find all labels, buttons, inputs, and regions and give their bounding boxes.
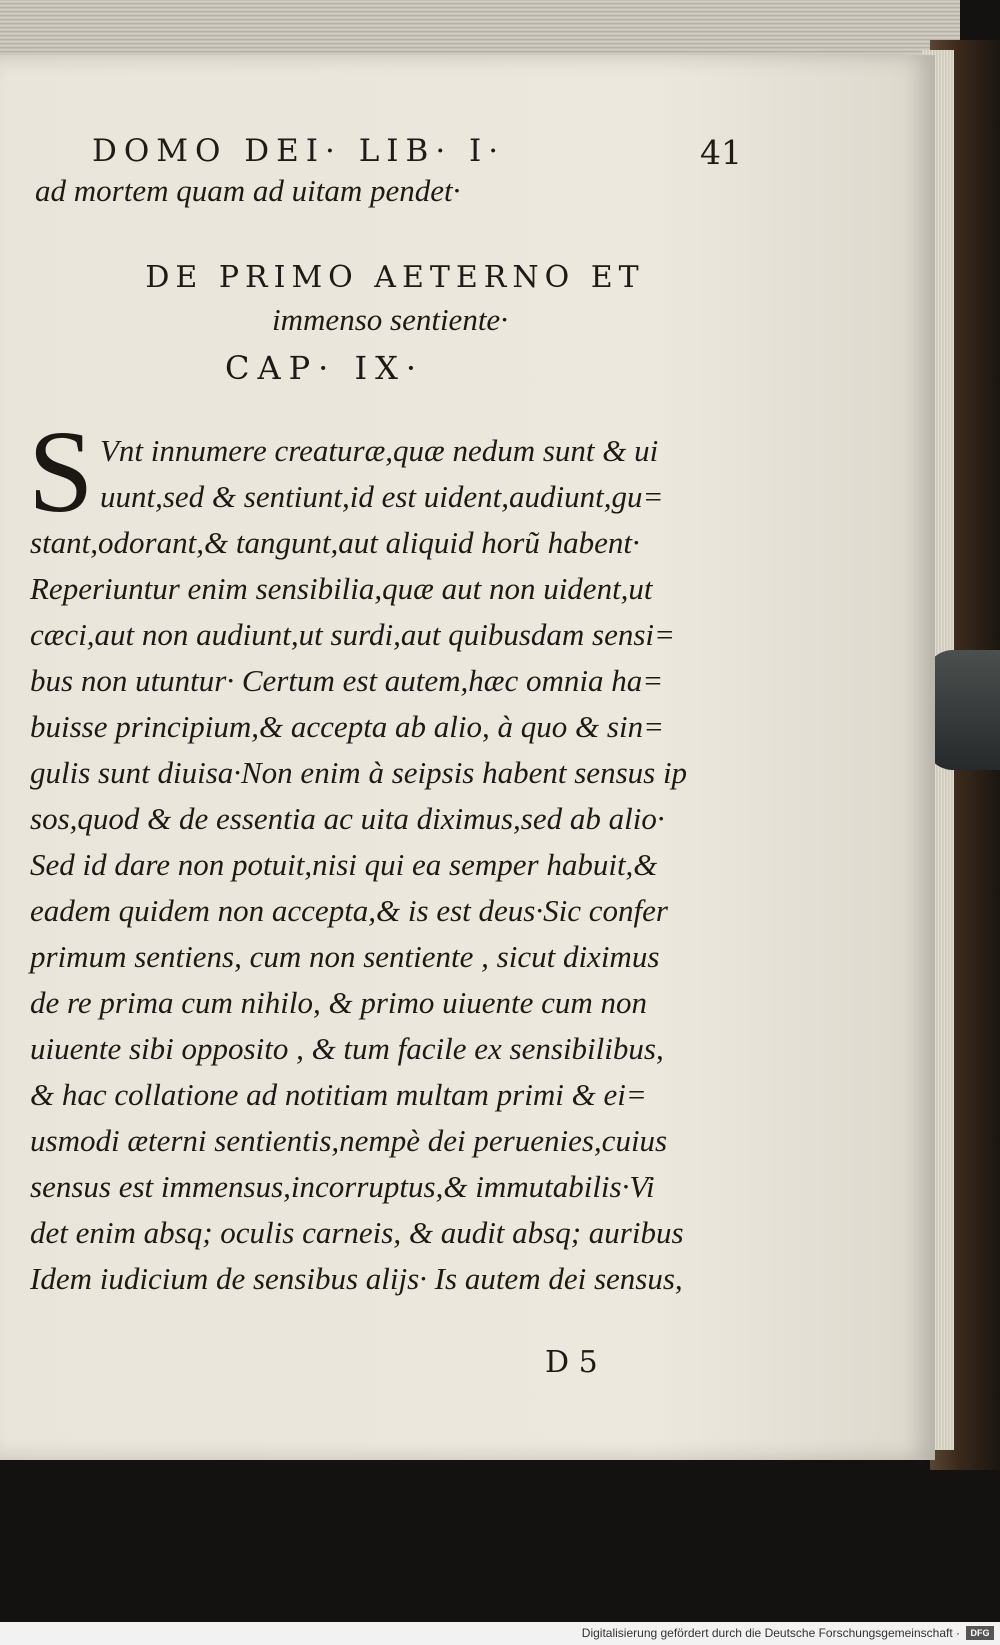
dfg-logo: DFG bbox=[966, 1626, 994, 1640]
body-line: cæci,aut non audiunt,ut surdi,aut quibusdam sensi= bbox=[30, 617, 675, 652]
digitization-footer bbox=[0, 1622, 1000, 1645]
body-line: det enim absq; oculis carneis, & audit absq; auribus bbox=[30, 1215, 684, 1250]
body-line: primum sentiens, cum non sentiente , sicut diximus bbox=[30, 939, 660, 974]
body-line: sos,quod & de essentia ac uita diximus,sed ab alio· bbox=[30, 801, 665, 836]
chapter-title: DE PRIMO AETERNO ET bbox=[145, 260, 645, 295]
body-line: Vnt innumere creaturæ,quæ nedum sunt & ui bbox=[100, 433, 659, 468]
signature-mark: D 5 bbox=[545, 1345, 598, 1380]
body-line: stant,odorant,& tangunt,aut aliquid horũ habent· bbox=[30, 525, 640, 560]
body-line: bus non utuntur· Certum est autem,hæc omnia ha= bbox=[30, 663, 664, 698]
drop-capital: S bbox=[28, 406, 94, 537]
body-line: buisse principium,& accepta ab alio, à quo & sin= bbox=[30, 709, 664, 744]
body-line: eadem quidem non accepta,& is est deus·Sic confer bbox=[30, 893, 668, 928]
body-line: Reperiuntur enim sensibilia,quæ aut non uident,ut bbox=[30, 571, 653, 606]
body-line: uunt,sed & sentiunt,id est uident,audiunt,gu= bbox=[100, 479, 664, 514]
body-line: de re prima cum nihilo, & primo uiuente cum non bbox=[30, 985, 648, 1020]
body-line: Sed id dare non potuit,nisi qui ea semper habuit,& bbox=[30, 847, 658, 882]
chapter-number: CAP· IX· bbox=[225, 349, 425, 387]
book-clip bbox=[925, 650, 1000, 770]
body-line: usmodi æterni sentientis,nempè dei peruenies,cuius bbox=[30, 1123, 668, 1158]
book-page bbox=[0, 55, 935, 1460]
running-head-title: DOMO DEI· LIB· I· bbox=[92, 133, 506, 169]
page-number: 41 bbox=[700, 133, 742, 172]
chapter-subtitle: immenso sentiente· bbox=[272, 302, 508, 337]
continuation-line: ad mortem quam ad uitam pendet· bbox=[35, 173, 461, 208]
body-line: uiuente sibi opposito , & tum facile ex sensibilibus, bbox=[30, 1031, 664, 1066]
body-line: sensus est immensus,incorruptus,& immutabilis·Vi bbox=[30, 1169, 655, 1204]
book-top-edge bbox=[0, 0, 960, 58]
footer-credit: Digitalisierung gefördert durch die Deutsche Forschungsgemeinschaft · bbox=[581, 1626, 960, 1640]
body-line: gulis sunt diuisa·Non enim à seipsis habent sensus ip bbox=[30, 755, 688, 790]
body-line: Idem iudicium de sensibus alijs· Is autem dei sensus, bbox=[30, 1261, 683, 1296]
body-line: & hac collatione ad notitiam multam primi & ei= bbox=[30, 1077, 647, 1112]
